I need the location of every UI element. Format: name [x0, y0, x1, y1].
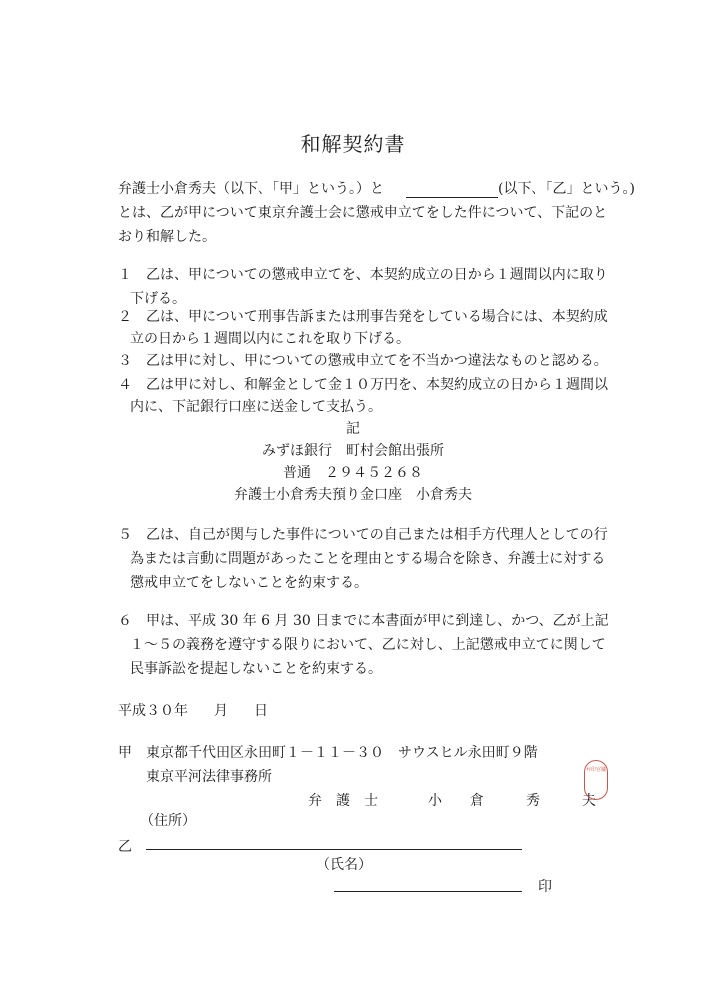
party-a-address: 東京都千代田区永田町１－１１－３０ サウスヒル永田町９階 [146, 745, 538, 761]
bank-account: 普通 ２９４５２６８ [283, 465, 423, 481]
clause-4-line-2: 内に、下記銀行口座に送金して支払う。 [130, 399, 382, 415]
intro-party-a-text: 弁護士小倉秀夫（以下､「甲」という。）と [118, 181, 384, 197]
document-title: 和解契約書 [300, 132, 406, 156]
party-b-name-label: （氏名） [316, 857, 372, 873]
party-b-address-line [146, 849, 522, 850]
clause-2-line-2: 立の日から１週間以内にこれを取り下げる。 [130, 331, 410, 347]
intro-party-b-text: (以下､「乙」という。) [498, 181, 635, 197]
date-year: 平成３０年 [118, 703, 188, 719]
party-b-name-line [334, 891, 522, 892]
party-b-seal-mark: 印 [538, 879, 552, 895]
clause-5-line-3: 懲戒申立てをしないことを約束する。 [130, 575, 368, 591]
party-a-name: 小 倉 秀 夫 [428, 793, 596, 809]
clause-4-line-1: ４ 乙は甲に対し、和解金として金１０万円を、本契約成立の日から１週間以 [118, 377, 608, 393]
date-day: 日 [254, 703, 268, 719]
party-b-address-label: （住所） [140, 813, 196, 829]
bank-account-holder: 弁護士小倉秀夫預り金口座 小倉秀夫 [234, 487, 472, 503]
intro-line-2: とは、乙が甲について東京弁護士会に懲戒申立てをした件について、下記のと [118, 205, 608, 221]
clause-5-line-1: ５ 乙は、自己が関与した事件についての自己または相手方代理人としての行 [118, 527, 608, 543]
clause-1-line-2: 下げる。 [130, 291, 186, 307]
clause-2-line-1: ２ 乙は、甲について刑事告訴または刑事告発をしている場合には、本契約成 [118, 309, 608, 325]
date-month: 月 [214, 703, 228, 719]
party-a-label: 甲 [118, 745, 132, 761]
party-a-role: 弁 護 士 [308, 793, 378, 809]
party-a-firm: 東京平河法律事務所 [146, 769, 272, 785]
clause-6-line-2: １～５の義務を遵守する限りにおいて、乙に対し、上記懲戒申立てに関して [130, 637, 606, 653]
intro-line-3: おり和解した。 [118, 229, 216, 245]
clause-6-line-1: ６ 甲は、平成 30 年 6 月 30 日までに本書面が甲に到達し、かつ、乙が上記 [118, 613, 609, 629]
clause-6-line-3: 民事訴訟を提起しないことを約束する。 [130, 661, 382, 677]
bank-branch: みずほ銀行 町村会館出張所 [262, 443, 444, 459]
party-b-blank-line [406, 197, 498, 198]
clause-1-line-1: １ 乙は、甲についての懲戒申立てを、本契約成立の日から１週間以内に取り [118, 267, 608, 283]
clause-5-line-2: 為または言動に問題があったことを理由とする場合を除き、弁護士に対する [130, 551, 606, 567]
ki-heading: 記 [346, 421, 360, 437]
party-b-label: 乙 [118, 839, 132, 855]
clause-3: ３ 乙は甲に対し、甲についての懲戒申立てを不当かつ違法なものと認める。 [118, 353, 608, 369]
intro-line-1 [118, 180, 635, 198]
lawyer-seal-stamp: 弁印官職 [584, 760, 608, 800]
